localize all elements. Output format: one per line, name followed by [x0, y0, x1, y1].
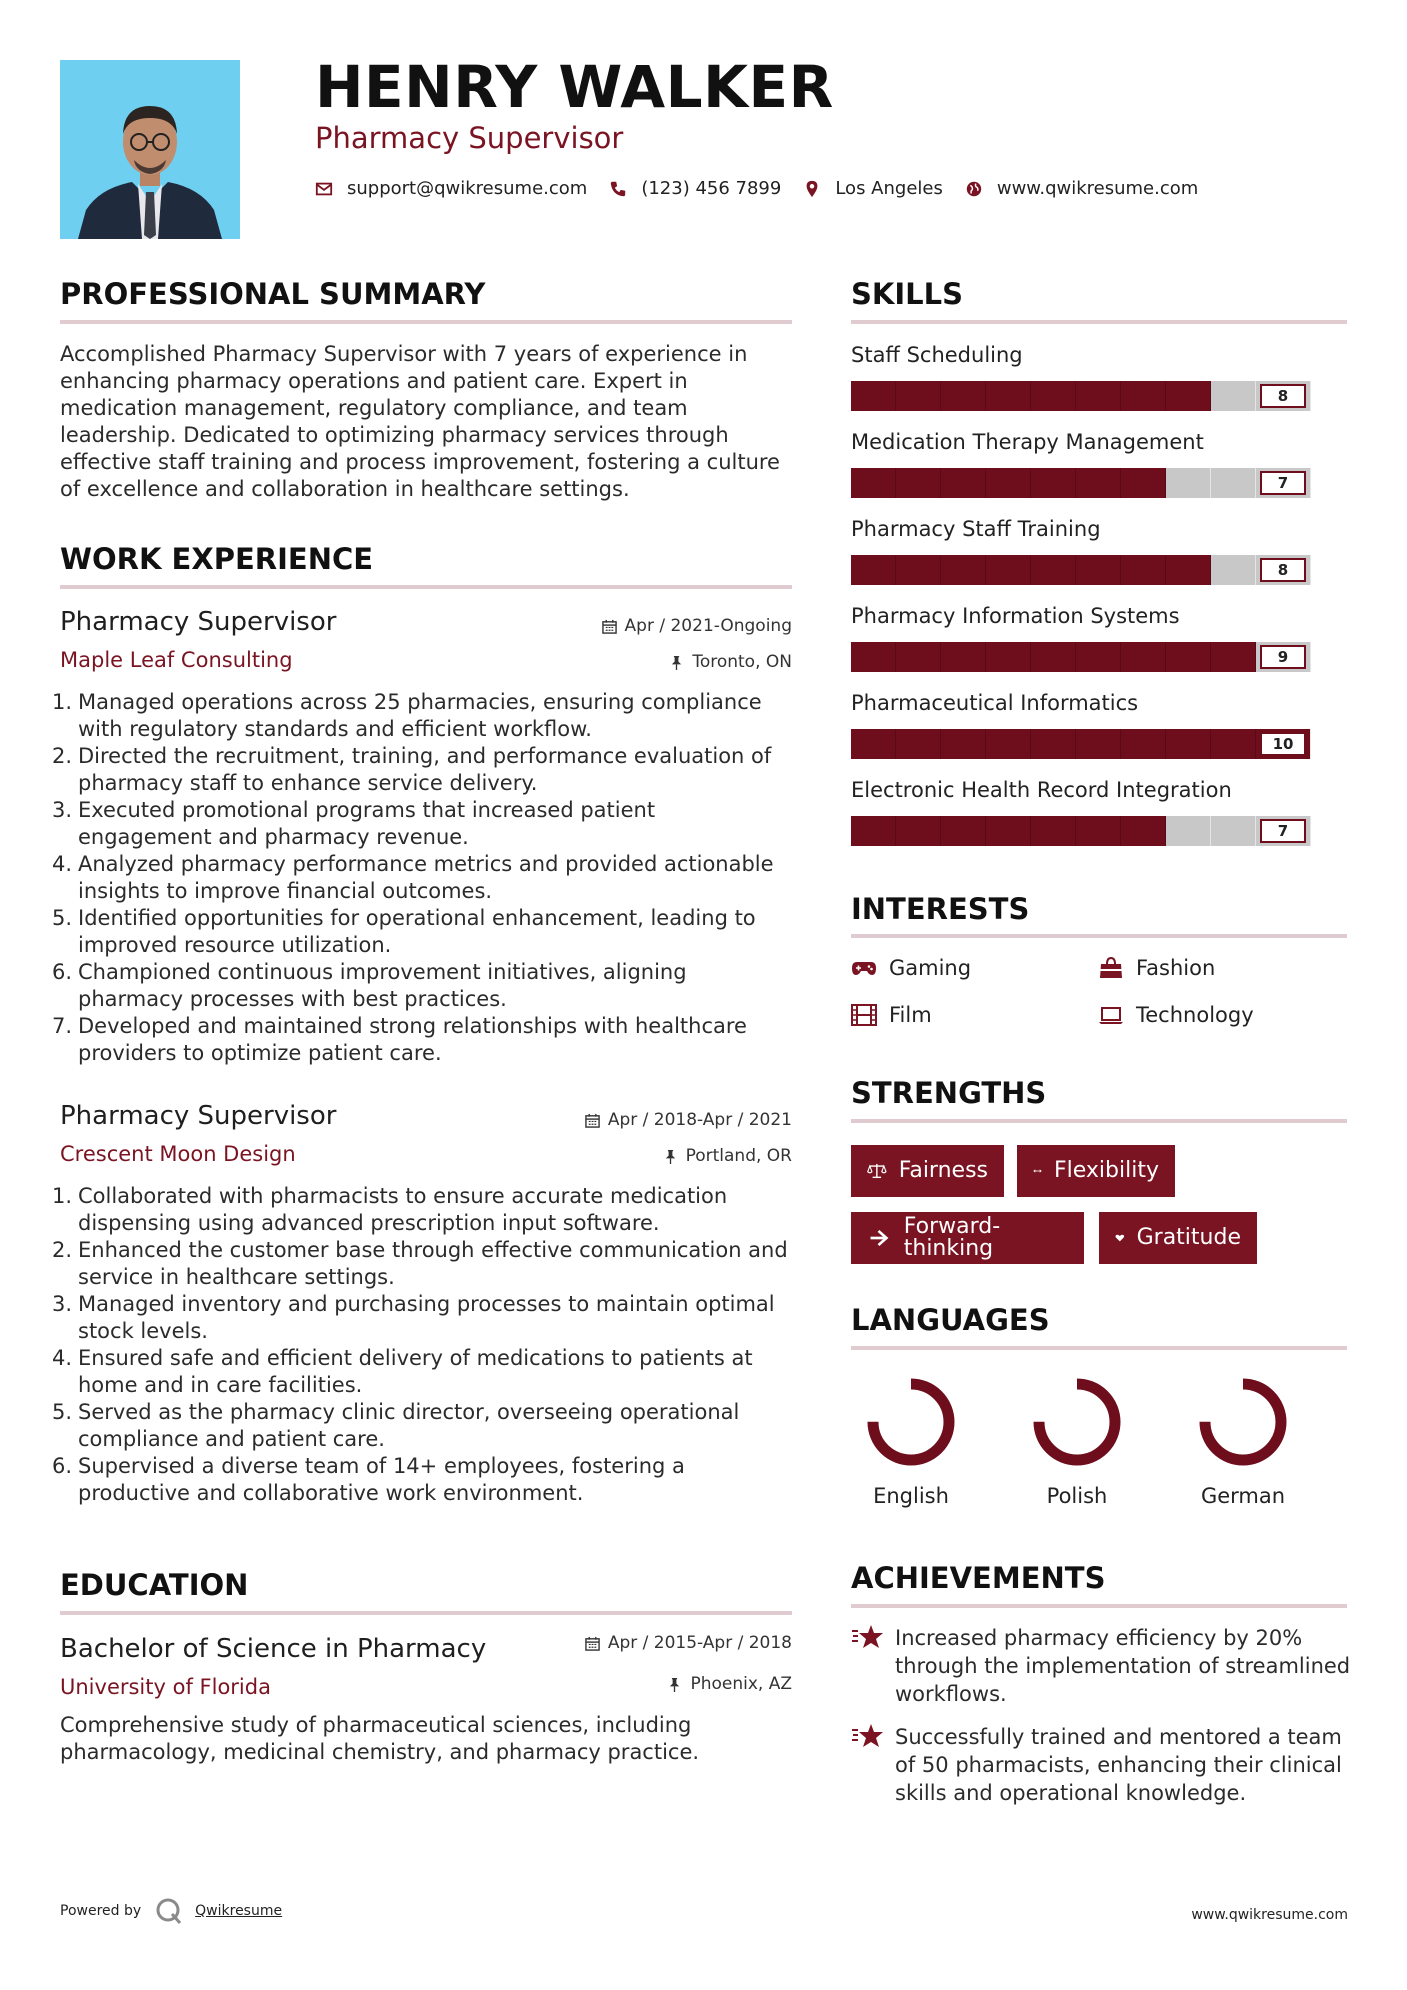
- skill-segment: [1211, 468, 1256, 498]
- language-item: [1012, 1372, 1142, 1508]
- skill-segment: [896, 642, 941, 672]
- list-item: 5. Identified opportunities for operational enhancement, leading to improved resource utilization.: [52, 906, 756, 957]
- skill-segment: [1076, 816, 1121, 846]
- language-level-ring: [861, 1372, 961, 1472]
- skill-segment: [941, 555, 986, 585]
- degree-title: Bachelor of Science in Pharmacy: [60, 1634, 487, 1664]
- job-dates-text: Apr / 2021-Ongoing: [624, 616, 792, 636]
- map-pin-icon: [803, 180, 821, 198]
- languages-heading: LANGUAGES: [851, 1303, 1050, 1337]
- pushpin-icon: [669, 655, 684, 670]
- job-location-text: Toronto, ON: [692, 652, 792, 672]
- summary-divider: [60, 320, 792, 324]
- job-location: [663, 1148, 792, 1165]
- skill-segment: [1256, 381, 1311, 411]
- skill-name: Staff Scheduling: [851, 343, 1023, 367]
- interest-item-film: [851, 1004, 932, 1026]
- skill-segment: [896, 816, 941, 846]
- language-level-arc: [1039, 1384, 1115, 1460]
- language-name: English: [873, 1484, 949, 1508]
- skill-rating-bar: [851, 642, 1347, 672]
- skill-name: Electronic Health Record Integration: [851, 778, 1232, 802]
- job-location-text: Portland, OR: [685, 1146, 792, 1166]
- strength-gratitude: [1099, 1212, 1257, 1264]
- skill-segment: [986, 642, 1031, 672]
- skill-name: Pharmacy Information Systems: [851, 604, 1180, 628]
- skill-segment: [1076, 381, 1121, 411]
- skills-divider: [851, 320, 1347, 324]
- skill-segment: [941, 381, 986, 411]
- skill-segment: [851, 555, 896, 585]
- list-item: 2. Enhanced the customer base through effective communication and service in healthcare settings.: [52, 1238, 788, 1289]
- contact-email[interactable]: [315, 178, 587, 199]
- arrows-horizontal-icon: [1033, 1159, 1042, 1183]
- candidate-name: HENRY WALKER: [315, 53, 834, 121]
- skill-segment: [896, 555, 941, 585]
- skill-segment: [1256, 816, 1311, 846]
- job-dates: [585, 1112, 792, 1129]
- skill-segment: [1031, 642, 1076, 672]
- globe-icon: [965, 180, 983, 198]
- skill-segment: [1076, 729, 1121, 759]
- interest-item-gaming: [851, 957, 971, 979]
- skill-segment: [1256, 468, 1311, 498]
- languages-divider: [851, 1346, 1347, 1350]
- skill-segment: [1211, 816, 1256, 846]
- email-text: support@qwikresume.com: [347, 178, 588, 199]
- skill-segment: [1166, 555, 1211, 585]
- list-item: 2. Directed the recruitment, training, and performance evaluation of pharmacy staff to enhance service delivery.: [52, 744, 772, 795]
- interest-label: Film: [889, 1002, 932, 1027]
- skill-segment: [1121, 381, 1166, 411]
- skill-segment: [1031, 729, 1076, 759]
- interests-divider: [851, 934, 1347, 938]
- job-location: [669, 654, 792, 671]
- education-dates: [585, 1635, 792, 1652]
- job-company: Maple Leaf Consulting: [60, 648, 293, 672]
- school-name: University of Florida: [60, 1675, 271, 1699]
- list-item: 4. Analyzed pharmacy performance metrics and provided actionable insights to improve financial outcomes.: [52, 852, 774, 903]
- job-title: Pharmacy Supervisor: [60, 1101, 337, 1131]
- language-item: [1178, 1372, 1308, 1508]
- strength-label: Flexibility: [1054, 1158, 1159, 1183]
- experience-divider: [60, 585, 792, 589]
- skill-rating-bar: [851, 468, 1347, 498]
- language-name: Polish: [1046, 1484, 1108, 1508]
- pushpin-icon: [663, 1149, 678, 1164]
- education-location-text: Phoenix, AZ: [690, 1674, 792, 1694]
- skill-segment: [1211, 729, 1256, 759]
- achievements-divider: [851, 1604, 1347, 1608]
- laptop-icon: [1098, 1004, 1124, 1026]
- strength-forward-thinking: [851, 1212, 1084, 1264]
- language-level-ring: [1193, 1372, 1293, 1472]
- list-item: 1. Collaborated with pharmacists to ensure accurate medication dispensing using advanced prescription input software.: [52, 1184, 728, 1235]
- education-heading: EDUCATION: [60, 1568, 249, 1602]
- achievement-text: Increased pharmacy efficiency by 20% through the implementation of streamlined workflows.: [895, 1626, 1351, 1706]
- skill-segment: [1166, 642, 1211, 672]
- job-bullets: [52, 689, 792, 1067]
- contact-bar: [315, 178, 1220, 199]
- strength-fairness: [851, 1145, 1004, 1197]
- job-dates-text: Apr / 2018-Apr / 2021: [607, 1110, 792, 1130]
- skill-name: Medication Therapy Management: [851, 430, 1204, 454]
- skill-segment: [851, 468, 896, 498]
- pushpin-icon: [667, 1677, 682, 1692]
- skill-segment: [1121, 816, 1166, 846]
- skill-segment: [1166, 816, 1211, 846]
- list-item: 7. Developed and maintained strong relationships with healthcare providers to optimize patient care.: [52, 1014, 747, 1065]
- qwikresume-logo-icon: [155, 1897, 183, 1925]
- job-bullets: [52, 1183, 792, 1507]
- skill-score: 8: [1260, 384, 1306, 408]
- skill-name: Pharmaceutical Informatics: [851, 691, 1139, 715]
- skill-segment: [1166, 381, 1211, 411]
- contact-website[interactable]: [965, 178, 1198, 199]
- skill-segment: [1256, 729, 1311, 759]
- skill-segment: [896, 381, 941, 411]
- skill-segment: [1166, 729, 1211, 759]
- skill-score: 8: [1260, 558, 1306, 582]
- language-name: German: [1200, 1484, 1286, 1508]
- calendar-icon: [602, 619, 617, 634]
- skill-score: 7: [1260, 819, 1306, 843]
- footer-powered-by: [60, 1897, 282, 1925]
- star-icon: [851, 1622, 885, 1652]
- skill-segment: [1211, 642, 1256, 672]
- achievements-heading: ACHIEVEMENTS: [851, 1561, 1106, 1595]
- skill-segment: [1121, 642, 1166, 672]
- education-divider: [60, 1611, 792, 1615]
- shopping-bag-icon: [1098, 957, 1124, 979]
- list-item: 3. Managed inventory and purchasing processes to maintain optimal stock levels.: [52, 1292, 775, 1343]
- skill-segment: [1076, 642, 1121, 672]
- skill-segment: [1166, 468, 1211, 498]
- footer-url[interactable]: www.qwikresume.com: [1191, 1907, 1348, 1923]
- phone-icon: [609, 180, 627, 198]
- contact-phone[interactable]: [609, 178, 781, 199]
- calendar-icon: [585, 1636, 600, 1651]
- interest-item-fashion: [1098, 957, 1215, 979]
- skill-segment: [896, 468, 941, 498]
- star-icon: [851, 1721, 885, 1751]
- language-item: [846, 1372, 976, 1508]
- film-icon: [851, 1004, 877, 1026]
- skill-rating-bar: [851, 555, 1347, 585]
- education-location: [667, 1676, 792, 1693]
- skill-segment: [941, 468, 986, 498]
- achievement-item: [851, 1723, 1351, 1807]
- skill-segment: [1076, 555, 1121, 585]
- skill-segment: [986, 468, 1031, 498]
- strength-flexibility: [1017, 1145, 1175, 1197]
- strength-label: Fairness: [898, 1158, 988, 1183]
- summary-text: Accomplished Pharmacy Supervisor with 7 years of experience in enhancing pharmacy operations and patient care. Expert in medication management, regulatory compliance, and team leadership. Dedicated to optimizing pharmacy services through effective staff training and process improvement, fostering a culture of excellence and collaboration in healthcare settings.: [60, 342, 780, 501]
- list-item: 6. Supervised a diverse team of 14+ employees, fostering a productive and collaborative work environment.: [52, 1454, 685, 1505]
- list-item: 5. Served as the pharmacy clinic director, overseeing operational compliance and patient care.: [52, 1400, 740, 1451]
- candidate-role: Pharmacy Supervisor: [315, 121, 624, 155]
- skill-segment: [851, 642, 896, 672]
- skill-segment: [896, 729, 941, 759]
- job-title: Pharmacy Supervisor: [60, 607, 337, 637]
- strength-label: Forward-thinking: [903, 1214, 1001, 1261]
- skill-segment: [1121, 729, 1166, 759]
- strengths-divider: [851, 1119, 1347, 1123]
- skill-segment: [1076, 468, 1121, 498]
- skill-segment: [986, 729, 1031, 759]
- strengths-heading: STRENGTHS: [851, 1076, 1047, 1110]
- skill-rating-bar: [851, 381, 1347, 411]
- arrow-right-icon: [867, 1226, 892, 1250]
- skill-segment: [851, 729, 896, 759]
- contact-location: [803, 178, 943, 199]
- skill-segment: [1211, 555, 1256, 585]
- skill-segment: [851, 381, 896, 411]
- interest-label: Technology: [1136, 1002, 1254, 1027]
- skill-segment: [1256, 642, 1311, 672]
- skill-segment: [1121, 468, 1166, 498]
- list-item: 4. Ensured safe and efficient delivery of medications to patients at home and in care facilities.: [52, 1346, 753, 1397]
- skill-segment: [1031, 468, 1076, 498]
- heart-icon: [1115, 1226, 1125, 1250]
- skill-segment: [986, 816, 1031, 846]
- list-item: 6. Championed continuous improvement initiatives, aligning pharmacy processes with best practices.: [52, 960, 687, 1011]
- calendar-icon: [585, 1113, 600, 1128]
- skill-segment: [986, 381, 1031, 411]
- skill-segment: [1031, 816, 1076, 846]
- skill-segment: [941, 642, 986, 672]
- interest-label: Gaming: [889, 955, 972, 980]
- gamepad-icon: [851, 957, 877, 979]
- skill-score: 9: [1260, 645, 1306, 669]
- skill-segment: [1031, 555, 1076, 585]
- skill-segment: [1121, 555, 1166, 585]
- language-level-arc: [873, 1384, 949, 1460]
- interest-item-technology: [1098, 1004, 1254, 1026]
- skill-rating-bar: [851, 816, 1347, 846]
- phone-text: (123) 456 7899: [641, 178, 782, 199]
- strength-label: Gratitude: [1136, 1225, 1241, 1250]
- interest-label: Fashion: [1136, 955, 1216, 980]
- language-level-arc: [1205, 1384, 1281, 1460]
- website-text: www.qwikresume.com: [996, 178, 1199, 199]
- experience-heading: WORK EXPERIENCE: [60, 542, 374, 576]
- achievement-item: [851, 1624, 1351, 1708]
- skill-segment: [941, 816, 986, 846]
- language-level-ring: [1027, 1372, 1127, 1472]
- skill-segment: [1256, 555, 1311, 585]
- education-dates-text: Apr / 2015-Apr / 2018: [607, 1633, 792, 1653]
- job-dates: [602, 618, 792, 635]
- skill-segment: [986, 555, 1031, 585]
- summary-heading: PROFESSIONAL SUMMARY: [60, 277, 486, 311]
- skill-name: Pharmacy Staff Training: [851, 517, 1101, 541]
- balance-scale-icon: [867, 1159, 887, 1183]
- envelope-icon: [315, 180, 333, 198]
- skill-segment: [851, 816, 896, 846]
- interests-heading: INTERESTS: [851, 892, 1030, 926]
- powered-by-label: Powered by: [60, 1903, 142, 1919]
- skill-segment: [1031, 381, 1076, 411]
- skill-segment: [1211, 381, 1256, 411]
- skill-rating-bar: [851, 729, 1347, 759]
- profile-photo: [60, 60, 240, 239]
- achievement-text: Successfully trained and mentored a team of 50 pharmacists, enhancing their clinical skills and operational knowledge.: [895, 1725, 1342, 1805]
- job-company: Crescent Moon Design: [60, 1142, 296, 1166]
- list-item: 3. Executed promotional programs that increased patient engagement and pharmacy revenue.: [52, 798, 656, 849]
- education-description: Comprehensive study of pharmaceutical sciences, including pharmacology, medicinal chemistry, and pharmacy practice.: [60, 1713, 700, 1764]
- brand-link[interactable]: Qwikresume: [195, 1903, 283, 1919]
- skill-score: 10: [1260, 732, 1306, 756]
- skill-segment: [941, 729, 986, 759]
- location-text: Los Angeles: [835, 178, 943, 199]
- skill-score: 7: [1260, 471, 1306, 495]
- skills-heading: SKILLS: [851, 277, 963, 311]
- list-item: 1. Managed operations across 25 pharmacies, ensuring compliance with regulatory standards and efficient workflow.: [52, 690, 762, 741]
